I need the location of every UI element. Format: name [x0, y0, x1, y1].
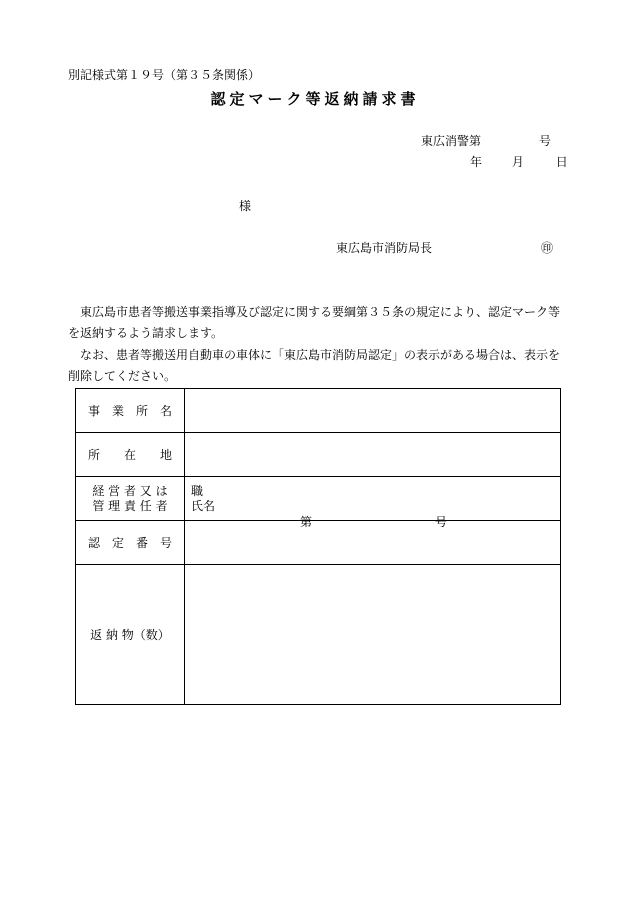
date-month: 月 [511, 155, 524, 169]
manager-label [76, 477, 185, 521]
manager-label-line2: 管 理 責 任 者 [92, 498, 168, 513]
request-form-table [75, 388, 561, 705]
table-row [76, 389, 561, 433]
table-row [76, 477, 561, 521]
date-year: 年 [470, 155, 483, 169]
position-label: 職 [191, 483, 204, 498]
issuer-name: 東広島市消防局長 [336, 241, 433, 255]
cert-number-suffix: 号 [435, 515, 448, 529]
table-row [76, 565, 561, 705]
name-label: 氏名 [191, 498, 216, 513]
table-row [76, 433, 561, 477]
addressee-suffix: 様 [239, 199, 252, 213]
document-number-prefix: 東広消警第 [421, 134, 482, 148]
paragraph-note [68, 345, 568, 387]
form-label: 別記様式第１９号（第３５条関係） [68, 68, 261, 82]
manager-field[interactable] [185, 477, 561, 521]
document-title: 認定マーク等返納請求書 [210, 90, 420, 108]
returned-items-label: 返 納 物（数） [76, 565, 185, 705]
returned-items-field[interactable] [185, 565, 561, 705]
paragraph-note-line1: なお、患者等搬送用自動車の車体に「東広島市消防局認定」の表示がある場合は、表示を [80, 348, 561, 362]
paragraph-request-line1: 東広島市患者等搬送事業指導及び認定に関する要綱第３５条の規定により、認定マーク等 [80, 305, 561, 319]
paragraph-note-line2: 削除してください。 [68, 369, 177, 383]
office-name-label: 事 業 所 名 [76, 389, 185, 433]
table-row [76, 521, 561, 565]
manager-label-line1: 経 営 者 又 は [92, 483, 168, 498]
cert-number-prefix: 第 [300, 515, 313, 529]
date-day: 日 [555, 155, 568, 169]
location-label: 所 在 地 [76, 433, 185, 477]
office-name-field[interactable] [185, 389, 561, 433]
paragraph-request-line2: を返納するよう請求します。 [68, 326, 224, 340]
paragraph-request [68, 302, 568, 344]
document-number [421, 132, 551, 149]
cert-number-field[interactable] [185, 515, 561, 565]
document-number-suffix: 号 [539, 134, 552, 148]
date-line [470, 153, 568, 170]
location-field[interactable] [185, 433, 561, 477]
cert-number-label: 認 定 番 号 [76, 521, 185, 565]
seal-mark: ㊞ [541, 241, 554, 255]
